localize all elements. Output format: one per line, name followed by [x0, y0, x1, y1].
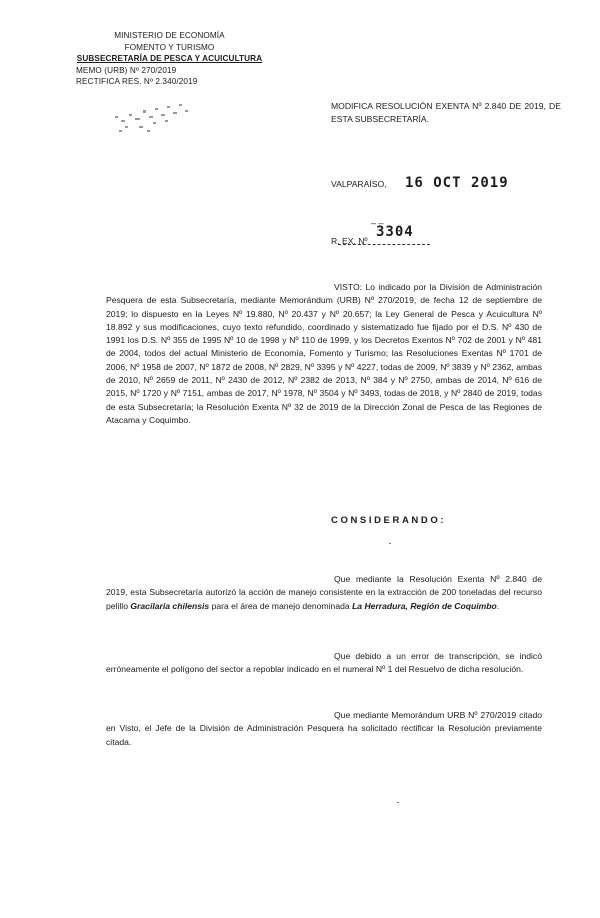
- species-name: Gracilaria chilensis: [130, 600, 210, 611]
- considerando-paragraph-1: [106, 573, 542, 613]
- p1-text-c: .: [496, 600, 500, 611]
- considerando-heading: CONSIDERANDO:: [331, 515, 447, 526]
- rex-number: 3304: [375, 224, 414, 240]
- letterhead: [62, 30, 277, 88]
- date-stamp: 16 OCT 2019: [404, 175, 509, 191]
- date-place: VALPARAÍSO,: [331, 179, 387, 189]
- considerando-paragraph-3: [106, 709, 542, 749]
- memo-reference: MEMO (URB) Nº 270/2019: [76, 65, 177, 75]
- rectifica-reference: RECTIFICA RES. Nº 2.340/2019: [76, 77, 198, 86]
- visto-lead: VISTO:: [334, 282, 363, 292]
- p3-text: Que mediante Memorándum URB Nº 270/2019 citado en Visto, el Jefe de la División de Administración Pesquera ha solicitado rectificar la Resolución previamente citada.: [106, 710, 542, 747]
- resolution-number-line: [331, 224, 508, 248]
- area-name: La Herradura, Región de Coquimbo: [352, 600, 497, 611]
- ministry-name: MINISTERIO DE ECONOMÍA: [114, 31, 225, 40]
- speck: [389, 543, 391, 544]
- speck: [397, 802, 399, 803]
- visto-paragraph: [106, 281, 542, 427]
- date-line: [331, 175, 509, 191]
- rex-label: R. EX. Nº: [331, 236, 368, 246]
- considerando-paragraph-2: [106, 650, 542, 677]
- p2-text: Que debido a un error de transcripción, se indicó erróneamente el polígono del sector a repoblar indicado en el numeral Nº 1 del Resuelvo de dicha resolución.: [106, 651, 542, 675]
- document-subject: MODIFICA RESOLUCIÓN EXENTA Nº 2.840 DE 2019, DE ESTA SUBSECRETARÍA.: [331, 101, 561, 124]
- ministry-subtitle: FOMENTO Y TURISMO: [124, 42, 215, 52]
- rex-underline: [338, 244, 430, 245]
- subsecretaria-name: SUBSECRETARÍA DE PESCA Y ACUICULTURA: [76, 54, 263, 63]
- visto-text: Lo indicado por la División de Administración Pesquera de esta Subsecretaría, mediante Memorándum (URB) Nº 270/2019, de fecha 12 de septiembre de 2019; lo dispuesto en la Leyes Nº 19.880, Nº 20.437 y Nº 20.657; la Ley General de Pesca y Acuicultura Nº 18.892 y sus modificaciones, cuyo texto refundido, coordinado y sistematizado fue fijado por el D.S. Nº 430 de 1991 los D.S. Nº 355 de 1995 Nº 10 de 1998 y Nº 110 de 1999, y los Decretos Exentos Nº 702 de 2001 y Nº 481 de 2004, todos del actual Ministerio de Economía, Fomento y Turismo; las Resoluciones Exentas Nº 1701 de 2006, Nº 1958 de 2007, Nº 1872 de 2008, Nº 2829, Nº 3395 y Nº 4227, todas de 2009, Nº 3839 y Nº 2362, ambas de 2010, Nº 2659 de 2011, Nº 2430 de 2012, Nº 2382 de 2013, Nº 384 y Nº 2750, ambas de 2014, Nº 616 de 2015, Nº 1720 y Nº 7151, ambas de 2017, Nº 1978, Nº 3504 y Nº 3493, todas de 2018, y Nº 2840 de 2019, todas de esta Subsecretaría; la Resolución Exenta Nº 32 de 2019 de la Dirección Zonal de Pesca de las Regiones de Atacama y Coquimbo.: [106, 282, 543, 425]
- p1-text-a: Que mediante la Resolución Exenta Nº 2.840 de 2019, esta Subsecretaría autorizó la acción de manejo consistente en la extracción de 200 toneladas del recurso pelillo: [106, 574, 542, 611]
- dash-mark: – –: [371, 218, 384, 228]
- p1-text-b: para el área de manejo denominada: [209, 600, 353, 611]
- stamp-mark: [105, 96, 200, 141]
